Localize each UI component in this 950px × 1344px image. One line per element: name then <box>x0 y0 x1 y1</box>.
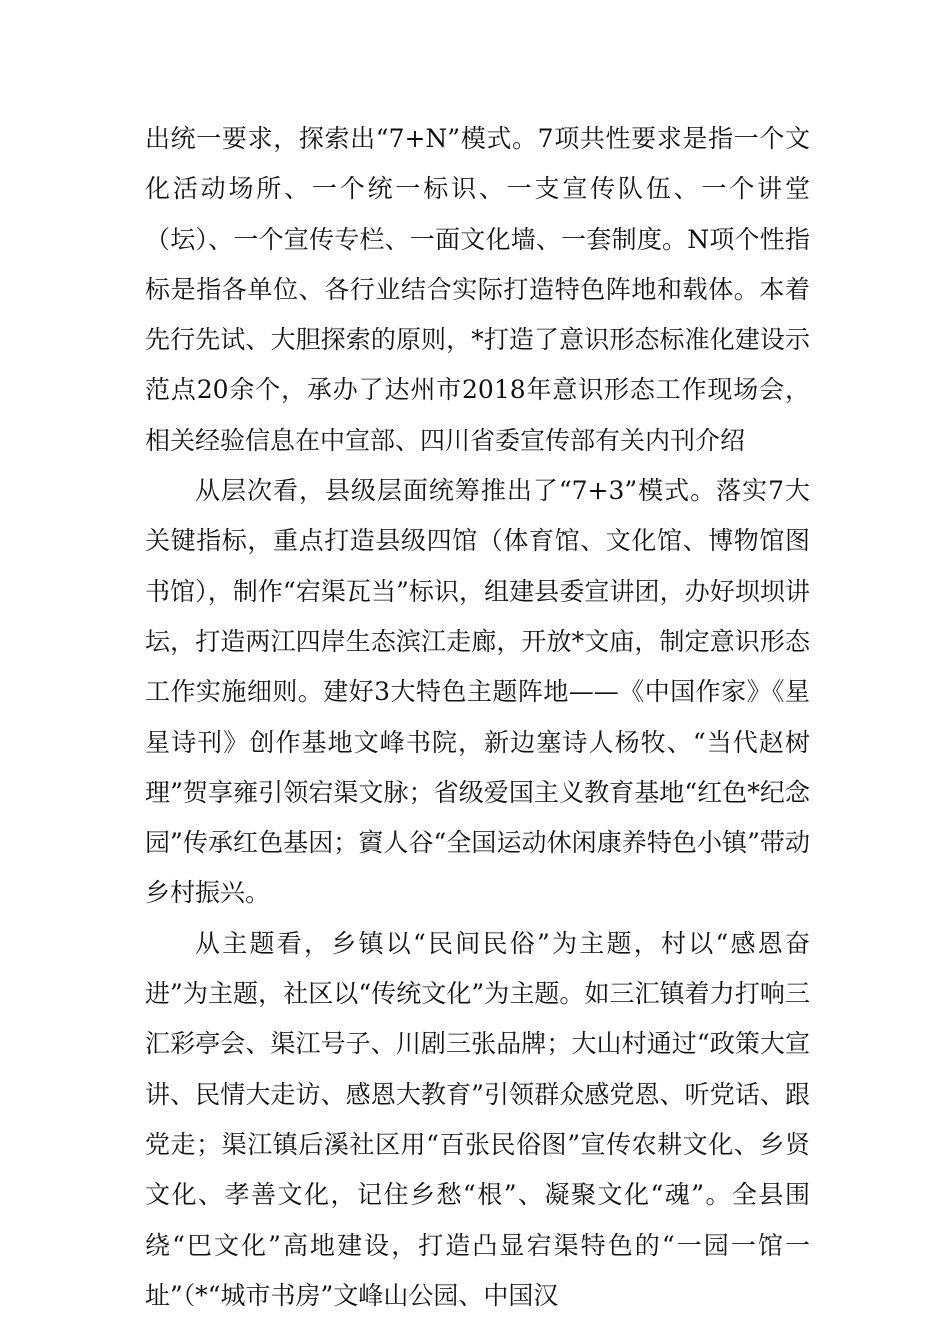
body-text <box>145 114 810 1321</box>
paragraph-3: 从主题看，乡镇以“民间民俗”为主题，村以“感恩奋进”为主题，社区以“传统文化”为主题。如三汇镇着力打响三汇彩亭会、渠江号子、川剧三张品牌；大山村通过“政策大宣讲、民情大走访、感恩大教育”引领群众感党恩、听党话、跟党走；渠江镇后溪社区用“百张民俗图”宣传农耕文化、乡贤文化、孝善文化，记住乡愁“根”、凝聚文化“魂”。全县围绕“巴文化”高地建设，打造凸显宕渠特色的“一园一馆一址”（*“城市书房”文峰山公园、中国汉 <box>145 928 810 1310</box>
paragraph-1: 出统一要求，探索出“7+N”模式。7项共性要求是指一个文化活动场所、一个统一标识、一支宣传队伍、一个讲堂（坛）、一个宣传专栏、一面文化墙、一套制度。N项个性指标是指各单位、各行业结合实际打造特色阵地和载体。本着先行先试、大胆探索的原则，*打造了意识形态标准化建设示范点20余个，承办了达州市2018年意识形态工作现场会，相关经验信息在中宣部、四川省委宣传部有关内刊介绍 <box>145 124 810 455</box>
paragraph-2: 从层次看，县级层面统筹推出了“7+3”模式。落实7大关键指标，重点打造县级四馆（体育馆、文化馆、博物馆图书馆），制作“宕渠瓦当”标识，组建县委宣讲团，办好坝坝讲坛，打造两江四岸生态滨江走廊，开放*文庙，制定意识形态工作实施细则。建好3大特色主题阵地——《中国作家》《星星诗刊》创作基地文峰书院，新边塞诗人杨牧、“当代赵树理”贺享雍引领宕渠文脉；省级爱国主义教育基地“红色*纪念园”传承红色基因；賨人谷“全国运动休闲康养特色小镇”带动乡村振兴。 <box>145 476 810 908</box>
